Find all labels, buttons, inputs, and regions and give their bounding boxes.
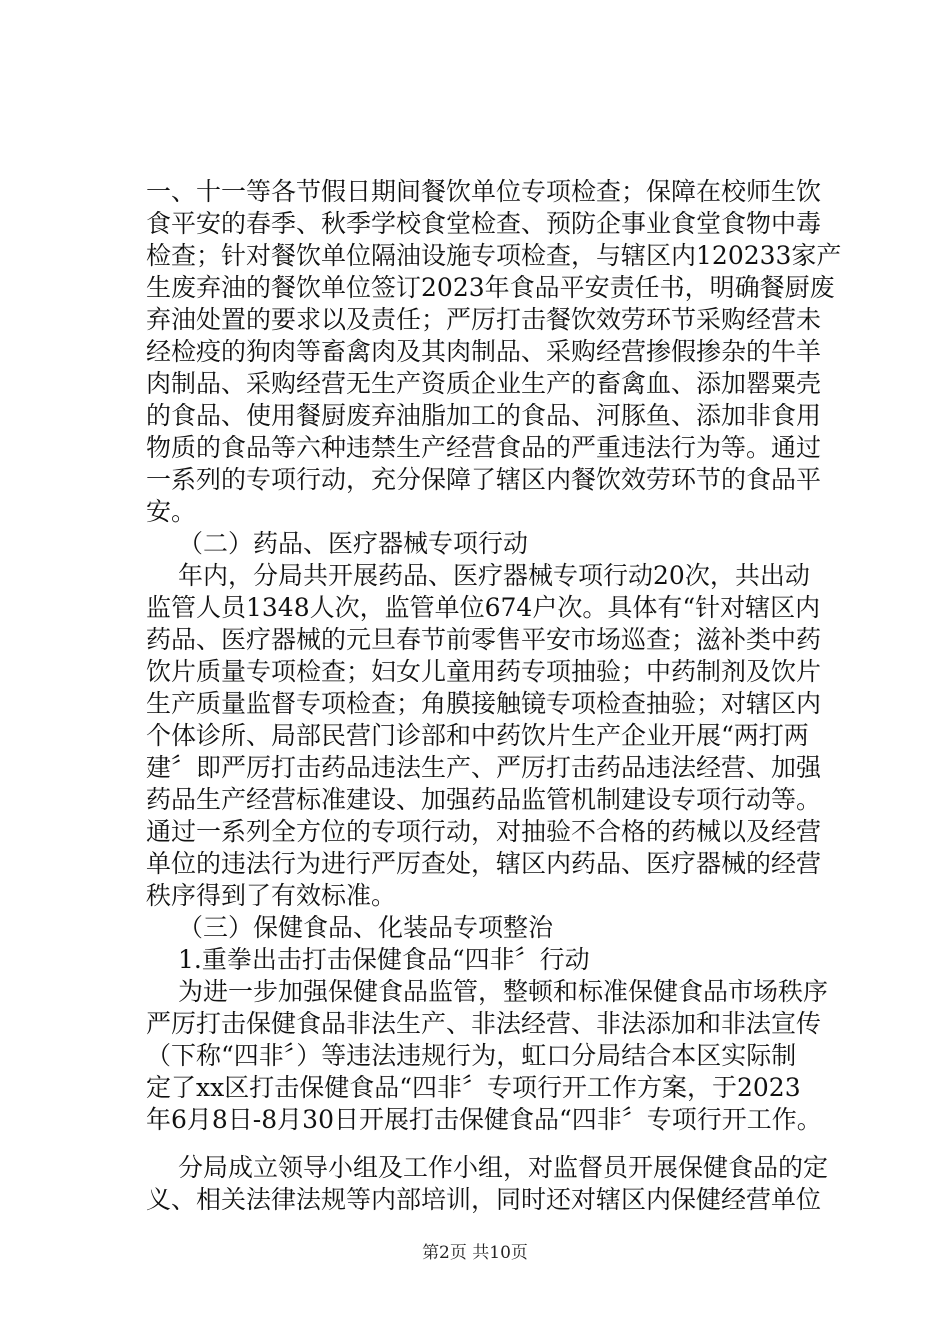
text-line: 检查；针对餐饮单位隔油设施专项检查，与辖区内120233家产 — [146, 241, 842, 270]
text-line: 物质的食品等六种违禁生产经营食品的严重违法行为等。通过 — [146, 433, 822, 462]
text-line: 生废弃油的餐饮单位签订2023年食品平安责任书，明确餐厨废 — [146, 273, 835, 302]
text-line: 药品、医疗器械的元旦春节前零售平安市场巡查；滋补类中药 — [146, 625, 822, 654]
text-line: 的食品、使用餐厨废弃油脂加工的食品、河豚鱼、添加非食用 — [146, 401, 822, 430]
text-line: 一系列的专项行动，充分保障了辖区内餐饮效劳环节的食品平 — [146, 465, 822, 494]
text-line: 严厉打击保健食品非法生产、非法经营、非法添加和非法宣传 — [146, 1009, 822, 1038]
text-line: 生产质量监督专项检查；角膜接触镜专项检查抽验；对辖区内 — [146, 689, 822, 718]
text-line: 经检疫的狗肉等畜禽肉及其肉制品、采购经营掺假掺杂的牛羊 — [146, 337, 822, 366]
text-line: 食平安的春季、秋季学校食堂检查、预防企事业食堂食物中毒 — [146, 209, 822, 238]
text-line: 年6月8日-8月30日开展打击保健食品“四非〞专项行开工作。 — [146, 1105, 822, 1134]
text-line: 监管人员1348人次，监管单位674户次。具体有“针对辖区内 — [146, 593, 821, 622]
text-line: 一、十一等各节假日期间餐饮单位专项检查；保障在校师生饮 — [146, 177, 822, 206]
text-line: （下称“四非〞）等违法违规行为，虹口分局结合本区实际制 — [146, 1041, 797, 1070]
text-line: 弃油处置的要求以及责任；严厉打击餐饮效劳环节采购经营未 — [146, 305, 822, 334]
text-line: 义、相关法律法规等内部培训，同时还对辖区内保健经营单位 — [146, 1185, 822, 1214]
text-line: 饮片质量专项检查；妇女儿童用药专项抽验；中药制剂及饮片 — [146, 657, 822, 686]
text-line: 定了xx区打击保健食品“四非〞专项行开工作方案，于2023 — [146, 1073, 801, 1102]
section-heading: （二）药品、医疗器械专项行动 — [178, 529, 529, 558]
text-line: 安。 — [146, 497, 197, 526]
subsection-heading: 1.重拳出击打击保健食品“四非〞行动 — [178, 945, 590, 974]
text-line: 个体诊所、局部民营门诊部和中药饮片生产企业开展“两打两 — [146, 721, 809, 750]
text-line: 分局成立领导小组及工作小组，对监督员开展保健食品的定 — [178, 1153, 829, 1182]
text-line: 为进一步加强保健食品监管，整顿和标准保健食品市场秩序 — [178, 977, 829, 1006]
page-footer: 第2页 共10页 — [422, 1243, 528, 1263]
text-line: 药品生产经营标准建设、加强药品监管机制建设专项行动等。 — [146, 785, 822, 814]
text-line: 秩序得到了有效标准。 — [146, 881, 397, 910]
text-line: 单位的违法行为进行严厉查处，辖区内药品、医疗器械的经营 — [146, 849, 822, 878]
text-line: 肉制品、采购经营无生产资质企业生产的畜禽血、添加罂粟壳 — [146, 369, 822, 398]
text-line: 通过一系列全方位的专项行动，对抽验不合格的药械以及经营 — [146, 817, 822, 846]
section-heading: （三）保健食品、化装品专项整治 — [178, 913, 554, 942]
text-line: 建〞即严厉打击药品违法生产、严厉打击药品违法经营、加强 — [146, 753, 822, 782]
text-line: 年内，分局共开展药品、医疗器械专项行动20次，共出动 — [178, 561, 810, 590]
